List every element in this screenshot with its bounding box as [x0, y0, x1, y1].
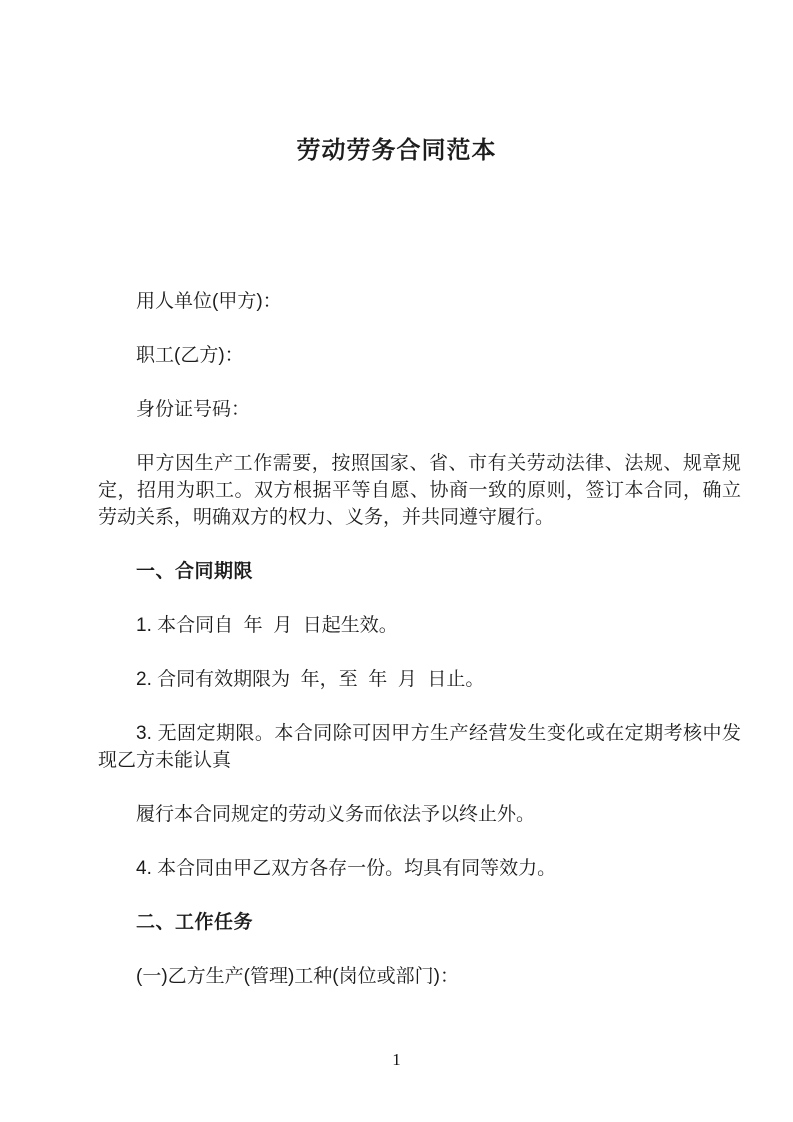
party-a-label: 用人单位(甲方)：	[136, 291, 282, 312]
clause-1-1: 1. 本合同自 年 月 日起生效。	[136, 615, 398, 636]
clause-1-3: 3. 无固定期限。本合同除可因甲方生产经营发生变化或在定期考核中发现乙方未能认真	[98, 723, 741, 771]
section-1-heading: 一、合同期限	[136, 561, 254, 582]
clause-1-3-continuation: 履行本合同规定的劳动义务而依法予以终止外。	[136, 804, 536, 825]
section-2-heading: 二、工作任务	[136, 912, 254, 933]
preamble-paragraph: 甲方因生产工作需要，按照国家、省、市有关劳动法律、法规、规章规定，招用为职工。双方根据平等自愿、协商一致的原则，签订本合同，确立劳动关系，明确双方的权力、义务，并共同遵守履行。	[98, 453, 741, 528]
clause-1-2: 2. 合同有效期限为 年，至 年 月 日止。	[136, 669, 485, 690]
clause-2-1: (一)乙方生产(管理)工种(岗位或部门)：	[136, 966, 459, 987]
document-title: 劳动劳务合同范本	[296, 137, 497, 164]
id-number-label: 身份证号码：	[136, 399, 251, 420]
party-b-label: 职工(乙方)：	[136, 345, 244, 366]
page-number: 1	[392, 1050, 401, 1069]
document-body	[0, 168, 793, 990]
clause-1-4: 4. 本合同由甲乙双方各存一份。均具有同等效力。	[136, 858, 557, 879]
